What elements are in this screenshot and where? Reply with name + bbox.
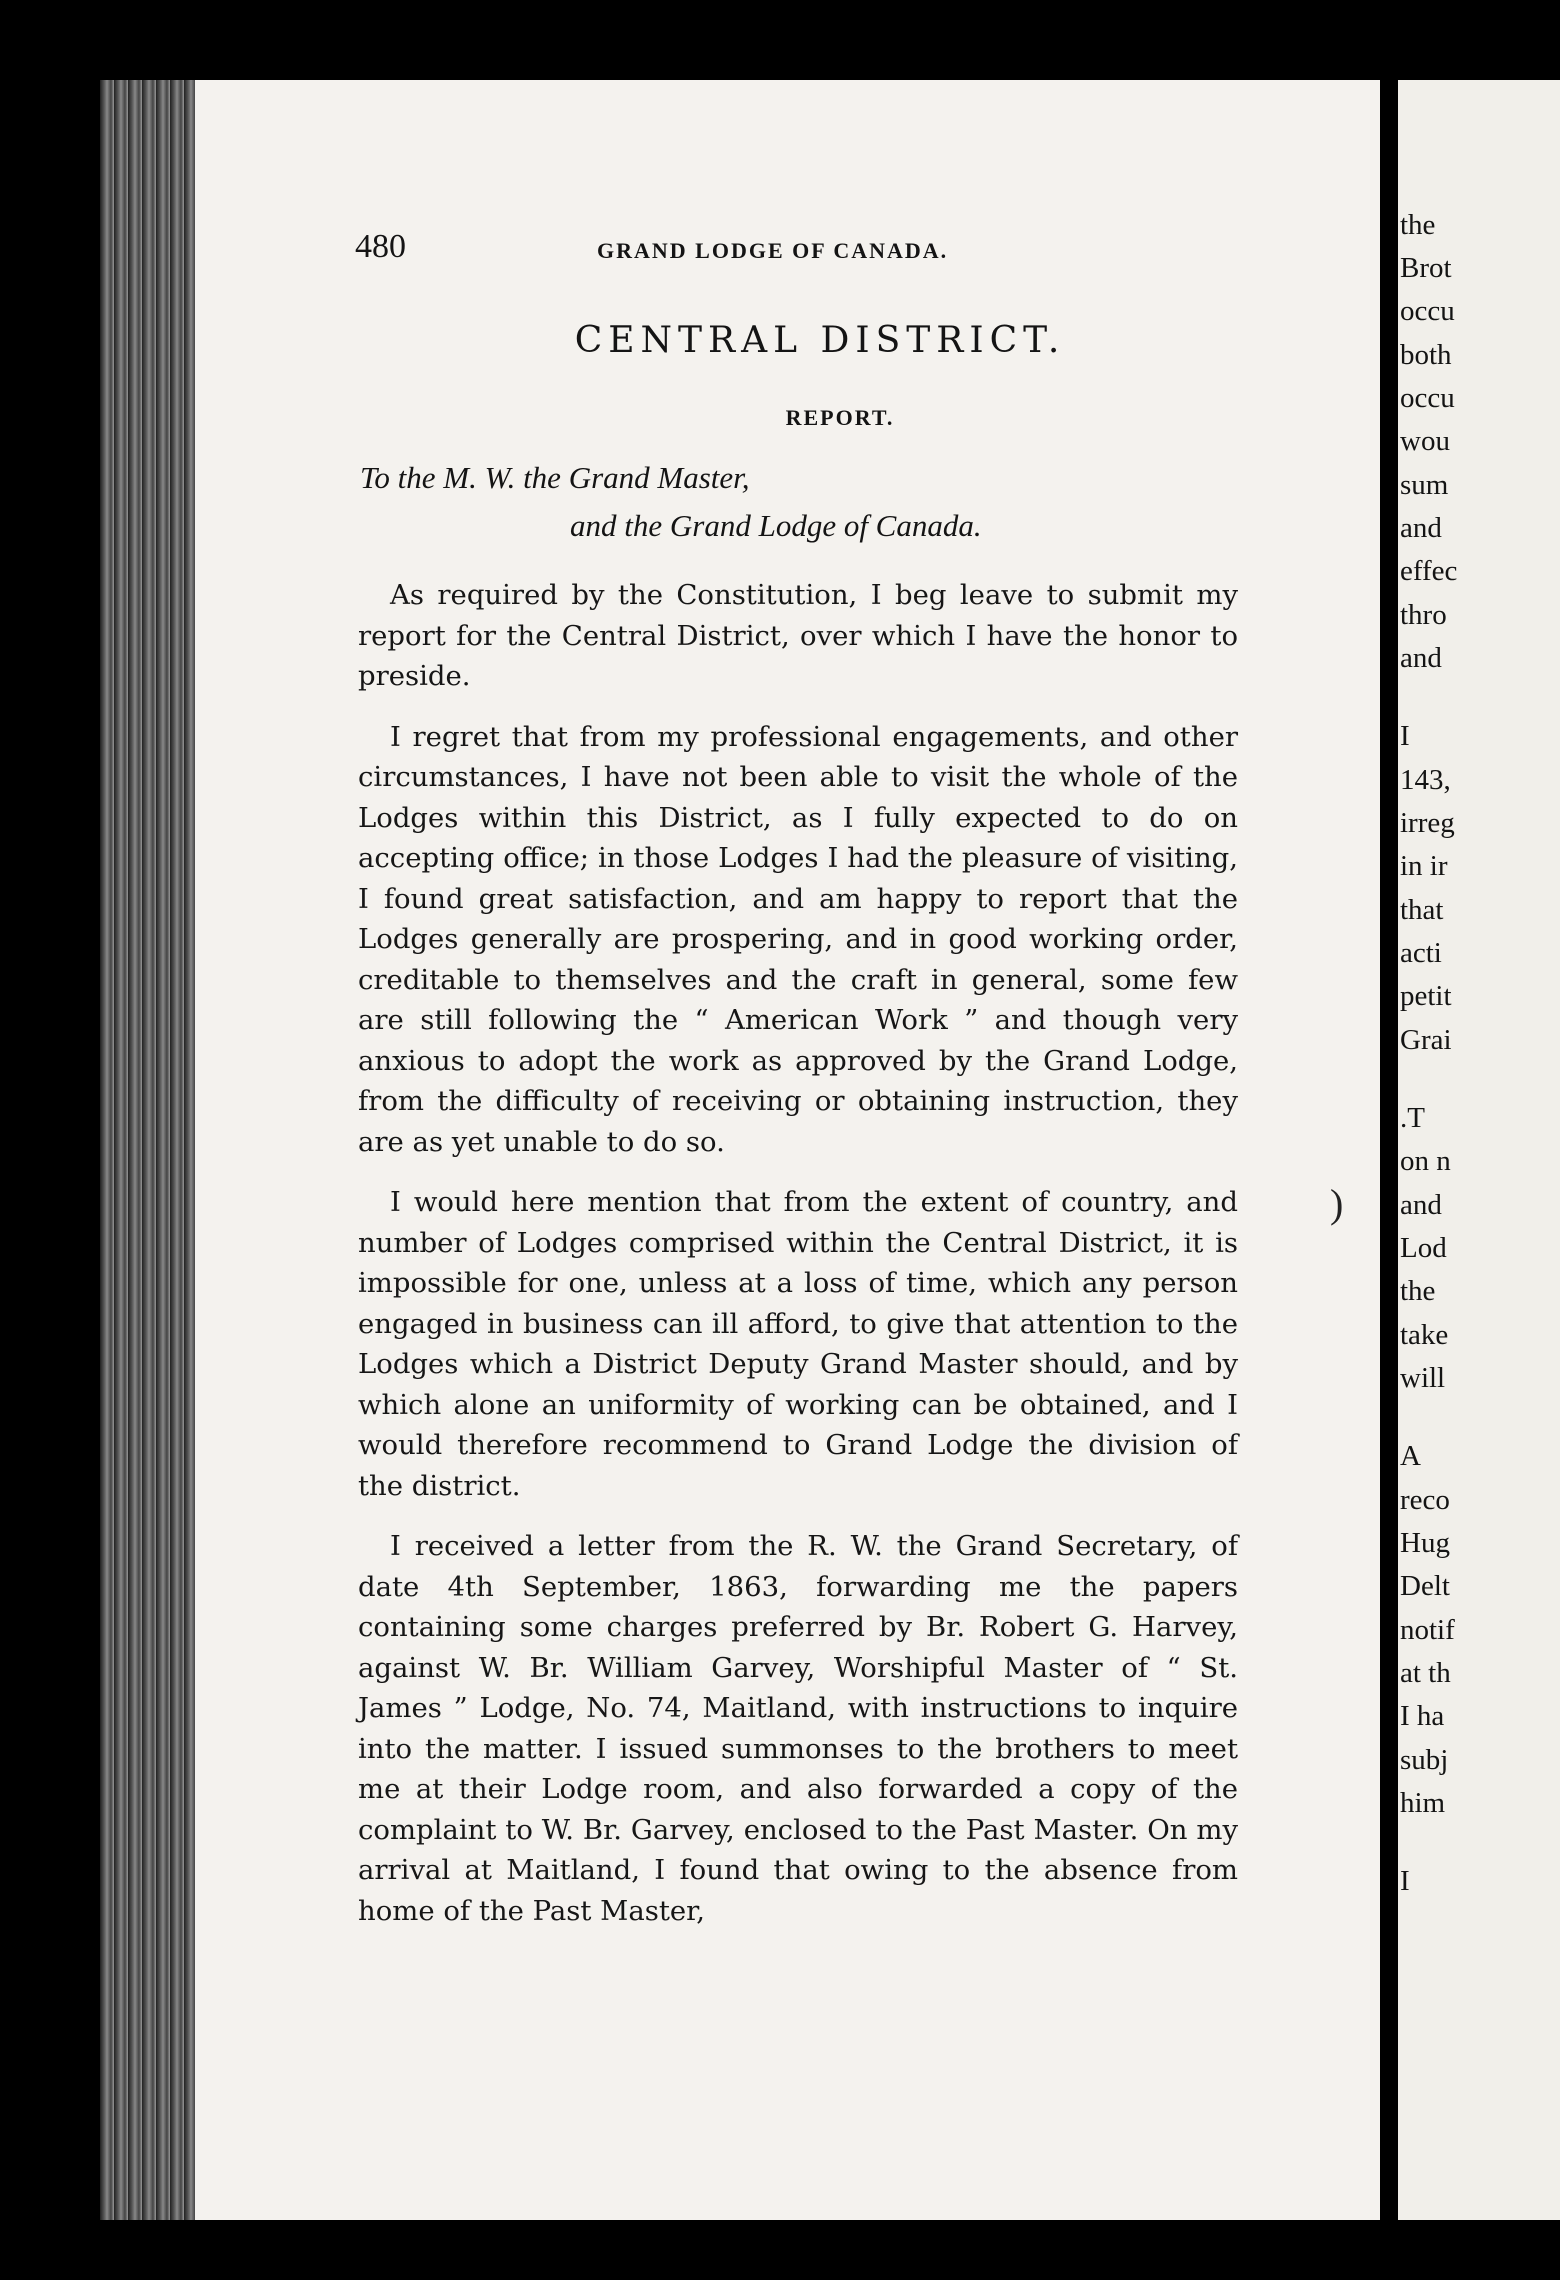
page-number: 480 (355, 228, 406, 265)
facing-page-line-fragment: occu (1400, 295, 1455, 327)
facing-page-line-fragment: notif (1400, 1614, 1455, 1646)
facing-page-line-fragment: him (1400, 1787, 1446, 1819)
facing-page-line-fragment: Grai (1400, 1024, 1452, 1056)
salutation-line-1: To the M. W. the Grand Master, (360, 460, 750, 495)
facing-page-line-fragment: Brot (1400, 252, 1452, 284)
facing-page-line-fragment: A (1400, 1440, 1421, 1472)
facing-page-line-fragment: effec (1400, 555, 1458, 587)
facing-page-line-fragment: .T (1400, 1102, 1425, 1134)
facing-page-line-fragment: and (1400, 642, 1442, 674)
facing-page-line-fragment: Delt (1400, 1570, 1450, 1602)
book-gutter (1380, 80, 1398, 2220)
section-title: CENTRAL DISTRICT. (574, 320, 1066, 361)
facing-page-line-fragment: and (1400, 512, 1442, 544)
facing-page-line-fragment: at th (1400, 1657, 1451, 1689)
facing-page-line-fragment: the (1400, 1275, 1436, 1307)
facing-page-line-fragment: that (1400, 894, 1444, 926)
report-subtitle: REPORT. (785, 405, 895, 430)
facing-page-line-fragment: wou (1400, 425, 1450, 457)
page-header (355, 228, 1235, 278)
facing-page-line-fragment: thro (1400, 599, 1447, 631)
facing-page-line-fragment: I ha (1400, 1700, 1445, 1732)
paragraph-3: I would here mention that from the extent of country, and number of Lodges comprised within the Central District, it is impossible for one, unless at a loss of time, which any person engaged in business can ill afford, to give that attention to the Lodges which a District Deputy Grand Master should, and by which alone an uniformity of working can be obtained, and I would therefore recommend to Grand Lodge the division of the district. (358, 1186, 1238, 1502)
facing-page-line-fragment: both (1400, 339, 1452, 371)
facing-page-line-fragment: Hug (1400, 1527, 1450, 1559)
running-head: GRAND LODGE OF CANADA. (597, 238, 949, 263)
facing-page-line-fragment: subj (1400, 1744, 1449, 1776)
paragraph-1: As required by the Constitution, I beg leave to submit my report for the Central District, over which I have the honor to preside. (358, 579, 1238, 692)
paragraph-2: I regret that from my professional engagements, and other circumstances, I have not been able to visit the whole of the Lodges within this District, as I fully expected to do on accepting office; in those Lodges I had the pleasure of visiting, I found great satisfaction, and am happy to report that the Lodges generally are prospering, and in good working order, creditable to themselves and the craft in general, some few are still following the “ American Work ” and though very anxious to adopt the work as approved by the Grand Lodge, from the difficulty of receiving or obtaining instruction, they are as yet unable to do so. (358, 720, 1238, 1158)
facing-page-line-fragment: will (1400, 1362, 1446, 1394)
facing-page-line-fragment: irreg (1400, 807, 1455, 839)
facing-page-line-fragment: Lod (1400, 1232, 1447, 1264)
margin-bracket-mark: ) (1330, 1181, 1344, 1226)
paragraph-4: I received a letter from the R. W. the Grand Secretary, of date 4th September, 1863, forwarding me the papers containing some charges preferred by Br. Robert G. Harvey, against W. Br. William Garvey, Worshipful Master of “ St. James ” Lodge, No. 74, Maitland, with instructions to inquire into the matter. I issued summonses to the brothers to meet me at their Lodge room, and also forwarded a copy of the complaint to W. Br. Garvey, enclosed to the Past Master. On my arrival at Maitland, I found that owing to the absence from home of the Past Master, (358, 1530, 1238, 1927)
page-spine-edge (100, 80, 200, 2220)
facing-page-line-fragment: in ir (1400, 850, 1448, 882)
facing-page-line-fragment: acti (1400, 937, 1442, 969)
facing-page-line-fragment: I (1400, 720, 1410, 752)
report-body (358, 575, 1238, 1951)
facing-page-line-fragment: 143, (1400, 764, 1451, 796)
facing-page-line-fragment: and (1400, 1189, 1442, 1221)
facing-page-fragment (1398, 80, 1560, 2220)
salutation-line-2: and the Grand Lodge of Canada. (570, 508, 982, 543)
facing-page-line-fragment: petit (1400, 980, 1452, 1012)
facing-page-line-fragment: I (1400, 1865, 1410, 1897)
facing-page-line-fragment: sum (1400, 469, 1449, 501)
left-page (195, 80, 1395, 2220)
facing-page-line-fragment: take (1400, 1319, 1449, 1351)
facing-page-line-fragment: on n (1400, 1145, 1451, 1177)
facing-page-line-fragment: the (1400, 209, 1436, 241)
facing-page-line-fragment: reco (1400, 1484, 1450, 1516)
facing-page-line-fragment: occu (1400, 382, 1455, 414)
